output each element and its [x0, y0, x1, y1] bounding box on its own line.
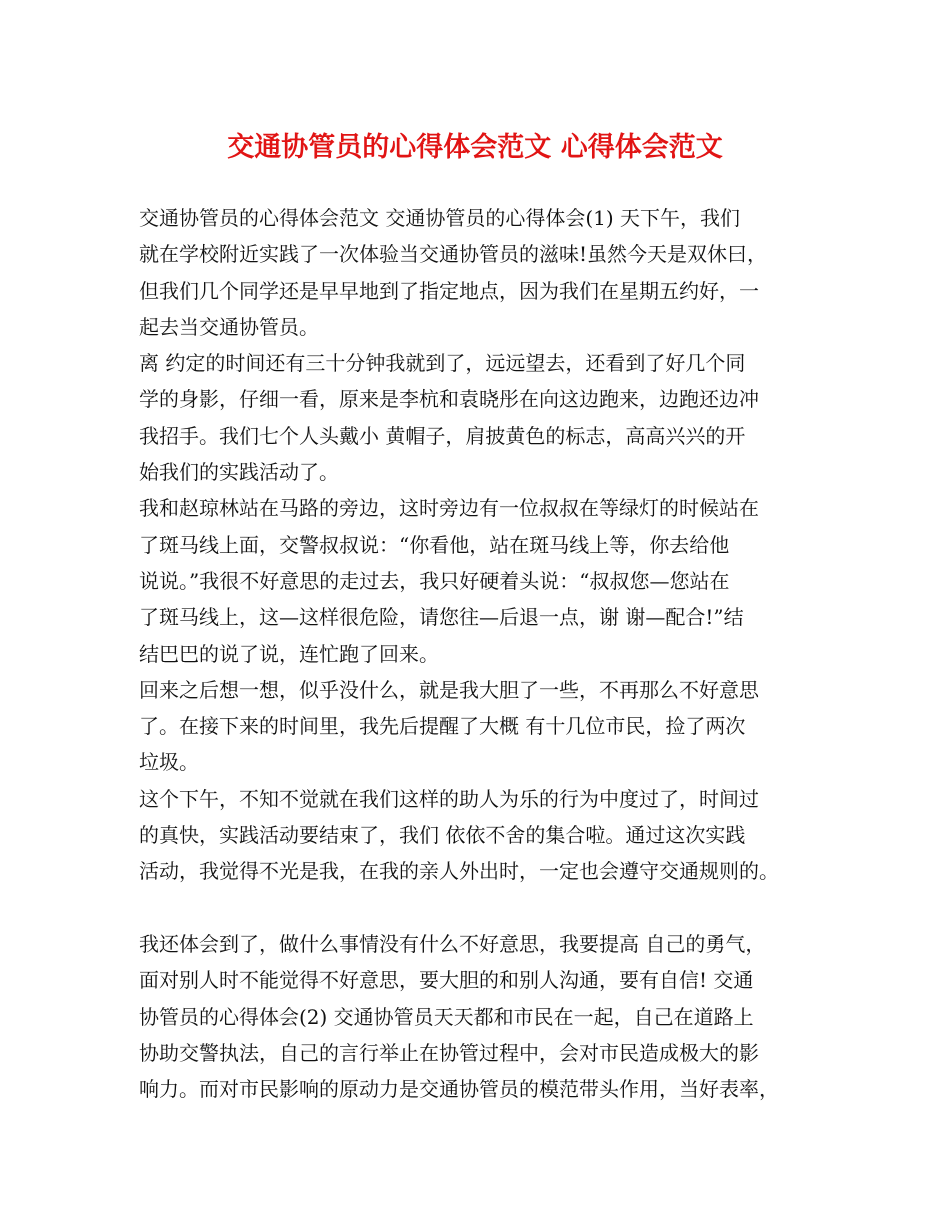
body-line: 这个下午，不知不觉就在我们这样的助人为乐的行为中度过了，时间过	[139, 786, 759, 811]
body-line: 垃圾。	[139, 750, 199, 775]
body-line: 协助交警执法，自己的言行举止在协管过程中，会对市民造成极大的影	[139, 1040, 759, 1065]
body-line: 始我们的实践活动了。	[139, 460, 339, 485]
body-line: 但我们几个同学还是早早地到了指定地点，因为我们在星期五约好，一	[139, 278, 759, 303]
body-line: 离 约定的时间还有三十分钟我就到了，远远望去，还看到了好几个同	[139, 351, 746, 376]
body-line: 回来之后想一想，似乎没什么，就是我大胆了一些，不再那么不好意思	[139, 677, 759, 702]
document-title: 交通协管员的心得体会范文 心得体会范文	[227, 132, 723, 163]
body-line: 的真快，实践活动要结束了，我们 依依不舍的集合啦。通过这次实践	[139, 823, 746, 848]
body-line: 我招手。我们七个人头戴小 黄帽子，肩披黄色的标志，高高兴兴的开	[139, 423, 746, 448]
body-line: 就在学校附近实践了一次体验当交通协管员的滋味!虽然今天是双休曰，	[139, 242, 768, 267]
body-line: 了。在接下来的时间里，我先后提醒了大概 有十几位市民，捡了两次	[139, 714, 746, 739]
body-line: 面对别人时不能觉得不好意思，要大胆的和别人沟通，要有自信! 交通	[139, 968, 754, 993]
body-line: 协管员的心得体会(2) 交通协管员天天都和市民在一起，自己在道路上	[139, 1004, 754, 1029]
body-line: 了斑马线上面，交警叔叔说：“你看他，站在斑马线上等，你去给他	[139, 532, 730, 557]
body-line: 起去当交通协管员。	[139, 314, 319, 339]
body-line: 交通协管员的心得体会范文 交通协管员的心得体会(1) 天下午，我们	[139, 206, 741, 230]
body-line: 活动，我觉得不光是我，在我的亲人外出时，一定也会遵守交通规则的。	[139, 859, 779, 884]
body-line: 了斑马线上，这—这样很危险，请您往—后退一点，谢 谢—配合!”结	[139, 605, 744, 630]
document-body	[139, 200, 829, 1107]
body-line: 响力。而对市民影响的原动力是交通协管员的模范带头作用，当好表率，	[139, 1077, 779, 1102]
body-line: 说说。”我很不好意思的走过去，我只好硬着头说：“叔叔您—您站在	[139, 568, 730, 593]
paragraph-spacer	[139, 890, 829, 926]
body-line: 结巴巴的说了说，连忙跑了回来。	[139, 641, 439, 666]
body-line: 学的身影，仔细一看，原来是李杭和袁晓彤在向这边跑来，边跑还边冲	[139, 387, 759, 412]
body-line: 我和赵琼林站在马路的旁边，这时旁边有一位叔叔在等绿灯的时候站在	[139, 496, 759, 521]
body-line: 我还体会到了，做什么事情没有什么不好意思，我要提高 自己的勇气，	[139, 931, 766, 956]
